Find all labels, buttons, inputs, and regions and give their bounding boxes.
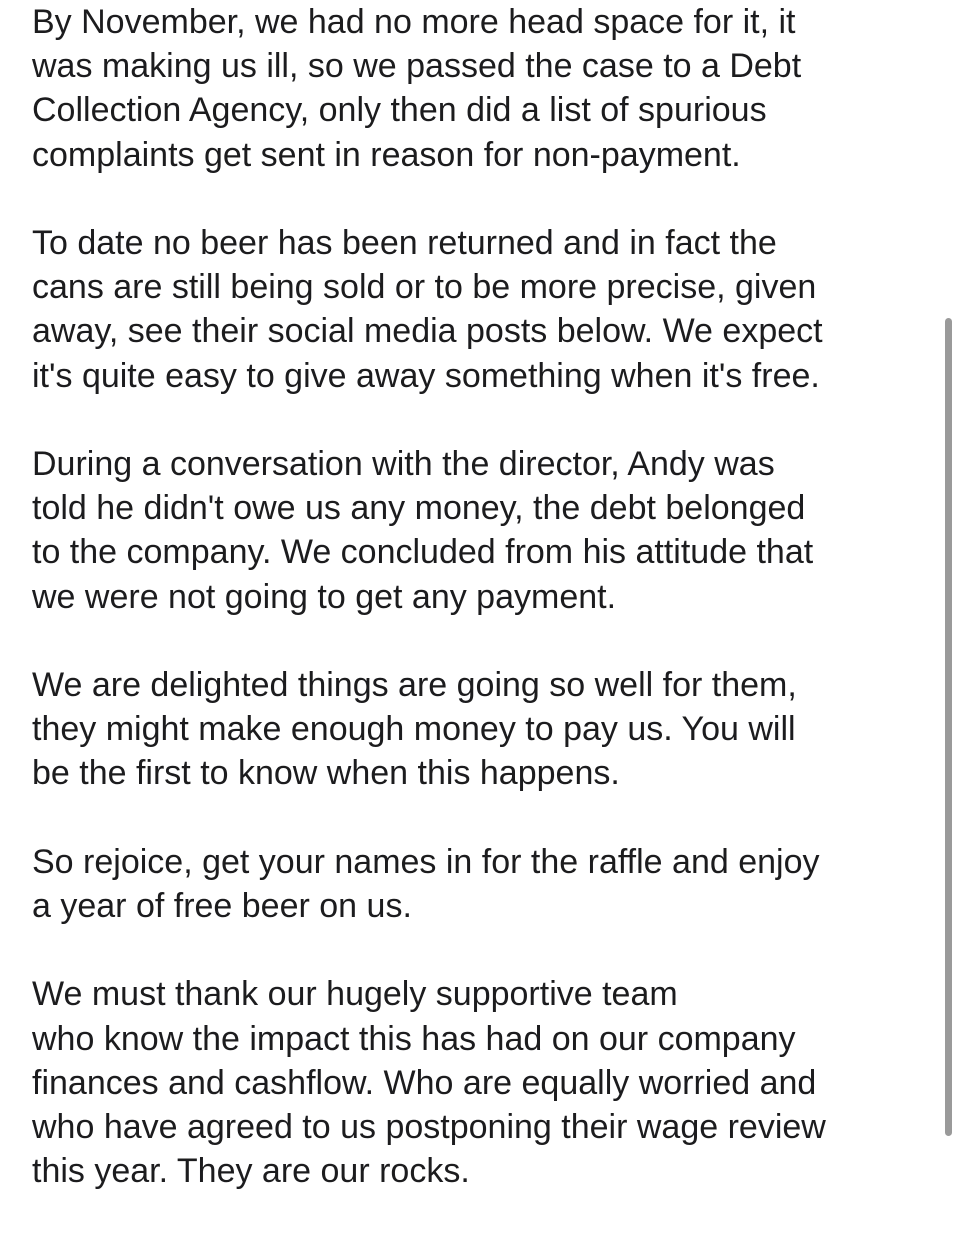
text-line: During a conversation with the director, Andy was xyxy=(32,445,775,483)
text-line: they might make enough money to pay us. You will xyxy=(32,710,796,749)
paragraph-director-conversation xyxy=(32,442,932,619)
text-line: to the company. We concluded from his attitude that xyxy=(32,533,814,572)
text-line: To date no beer has been returned and in fact the xyxy=(32,224,777,262)
text-line: We must thank our hugely supportive team xyxy=(32,975,678,1014)
paragraph-raffle xyxy=(32,840,932,928)
text-line: this year. They are our rocks. xyxy=(32,1152,470,1191)
text-line: By November, we had no more head space for it, it xyxy=(32,3,796,41)
text-line: who know the impact this has had on our company xyxy=(32,1019,796,1058)
text-line: was making us ill, so we passed the case to a Debt xyxy=(32,47,802,86)
text-line: it's quite easy to give away something when it's free. xyxy=(32,356,820,395)
text-line: a year of free beer on us. xyxy=(32,887,412,925)
paragraph-debt-collection xyxy=(32,0,932,177)
text-line: finances and cashflow. Who are equally worried and xyxy=(32,1063,817,1102)
text-line: complaints get sent in reason for non-payment. xyxy=(32,135,741,174)
text-line: told he didn't owe us any money, the debt belonged xyxy=(32,489,806,528)
paragraph-delighted xyxy=(32,663,932,796)
post-text-body xyxy=(32,0,932,1238)
text-line: So rejoice, get your names in for the raffle and enjoy xyxy=(32,842,820,881)
text-line: away, see their social media posts below. We expect xyxy=(32,312,823,351)
text-line: cans are still being sold or to be more precise, given xyxy=(32,268,817,307)
text-line: be the first to know when this happens. xyxy=(32,754,620,793)
vertical-scrollbar[interactable] xyxy=(945,318,952,1136)
text-line: who have agreed to us postponing their wage review xyxy=(32,1108,826,1146)
text-line: we were not going to get any payment. xyxy=(32,577,617,616)
text-line: Collection Agency, only then did a list of spurious xyxy=(32,91,767,130)
paragraph-thank-team xyxy=(32,972,932,1193)
paragraph-no-beer-returned xyxy=(32,221,932,398)
text-line: We are delighted things are going so well for them, xyxy=(32,666,797,704)
